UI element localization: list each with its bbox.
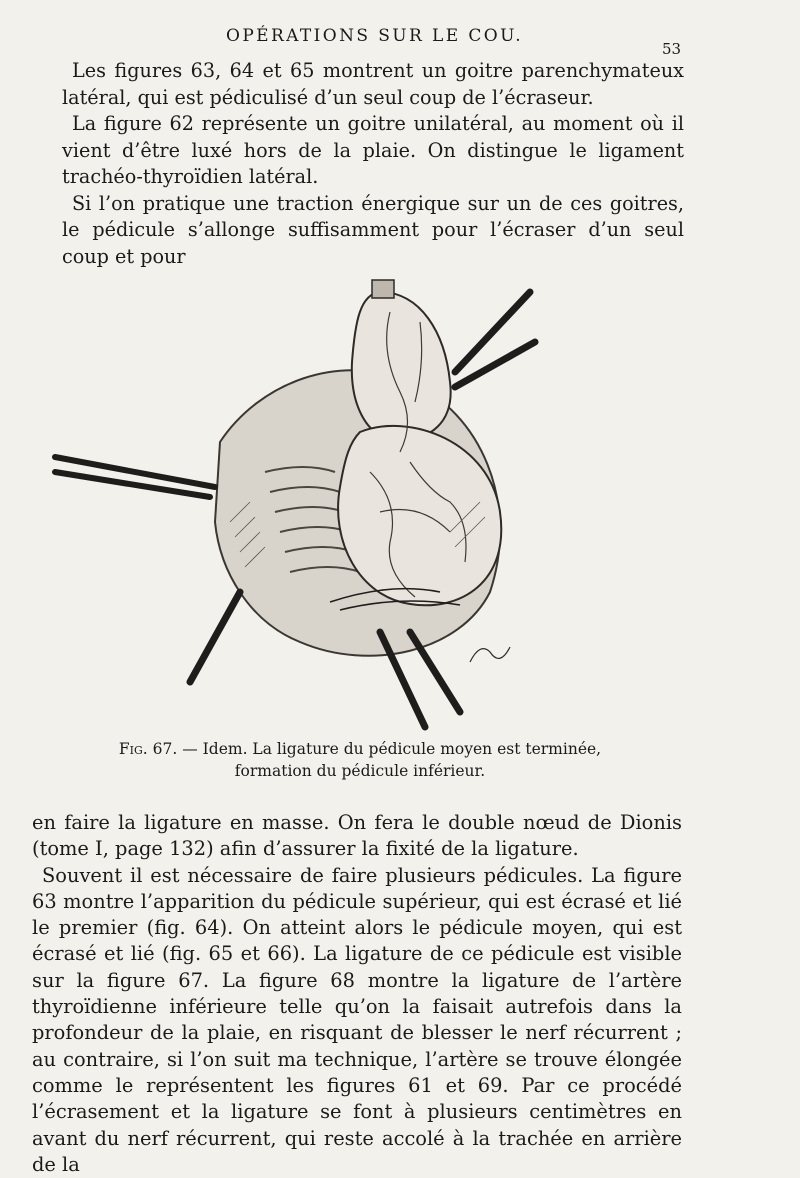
goiter-ligature-drawing <box>50 272 570 732</box>
caption-line-2: formation du pédicule inférieur. <box>234 762 486 780</box>
page-number: 53 <box>662 40 682 58</box>
artist-signature <box>470 647 510 662</box>
paragraph: La figure 62 représente un goitre unilatéral, au moment où il vient d’être luxé hors de la plaie. On distingue le ligament trachéo-thyroïdien latéral. <box>62 112 684 188</box>
surgical-illustration <box>50 272 570 732</box>
figure-label: Fig. 67. <box>118 740 178 758</box>
paragraph: Les figures 63, 64 et 65 montrent un goitre parenchymateux latéral, qui est pédiculisé d’un seul coup de l’écraseur. <box>62 59 684 109</box>
caption-line-1: — Idem. La ligature du pédicule moyen est terminée, <box>182 740 602 758</box>
figure-caption <box>100 738 620 782</box>
paragraph: Souvent il est nécessaire de faire plusieurs pédicules. La figure 63 montre l’apparition du pédicule supérieur, qui est écrasé et lié le premier (fig. 64). On atteint alors le pédicule moyen, qui est écrasé et lié (fig. 65 et 66). La ligature de ce pédicule est visible sur la figure 67. La figure 68 montre la ligature de l’artère thyroïdienne inférieure telle qu’on la faisait autrefois dans la profondeur de la plaie, en risquant de blesser le nerf récurrent ; au contraire, si l’on suit ma technique, l’artère se trouve élongée comme le représentent les figures 61 et 69. Par ce procédé l’écrasement et la ligature se font à plusieurs centimètres en avant du nerf récurrent, qui reste accolé à la trachée en arrière de la <box>32 863 682 1176</box>
top-text <box>62 58 684 270</box>
running-header: OPÉRATIONS SUR LE COU. <box>226 26 524 46</box>
paragraph: Si l’on pratique une traction énergique sur un de ces goitres, le pédicule s’allonge suffisamment pour l’écraser d’un seul coup et pour <box>62 191 684 268</box>
paragraph: en faire la ligature en masse. On fera le double nœud de Dionis (tome I, page 132) afin d’assurer la fixité de la ligature. <box>32 811 682 861</box>
bottom-text <box>32 810 682 1178</box>
